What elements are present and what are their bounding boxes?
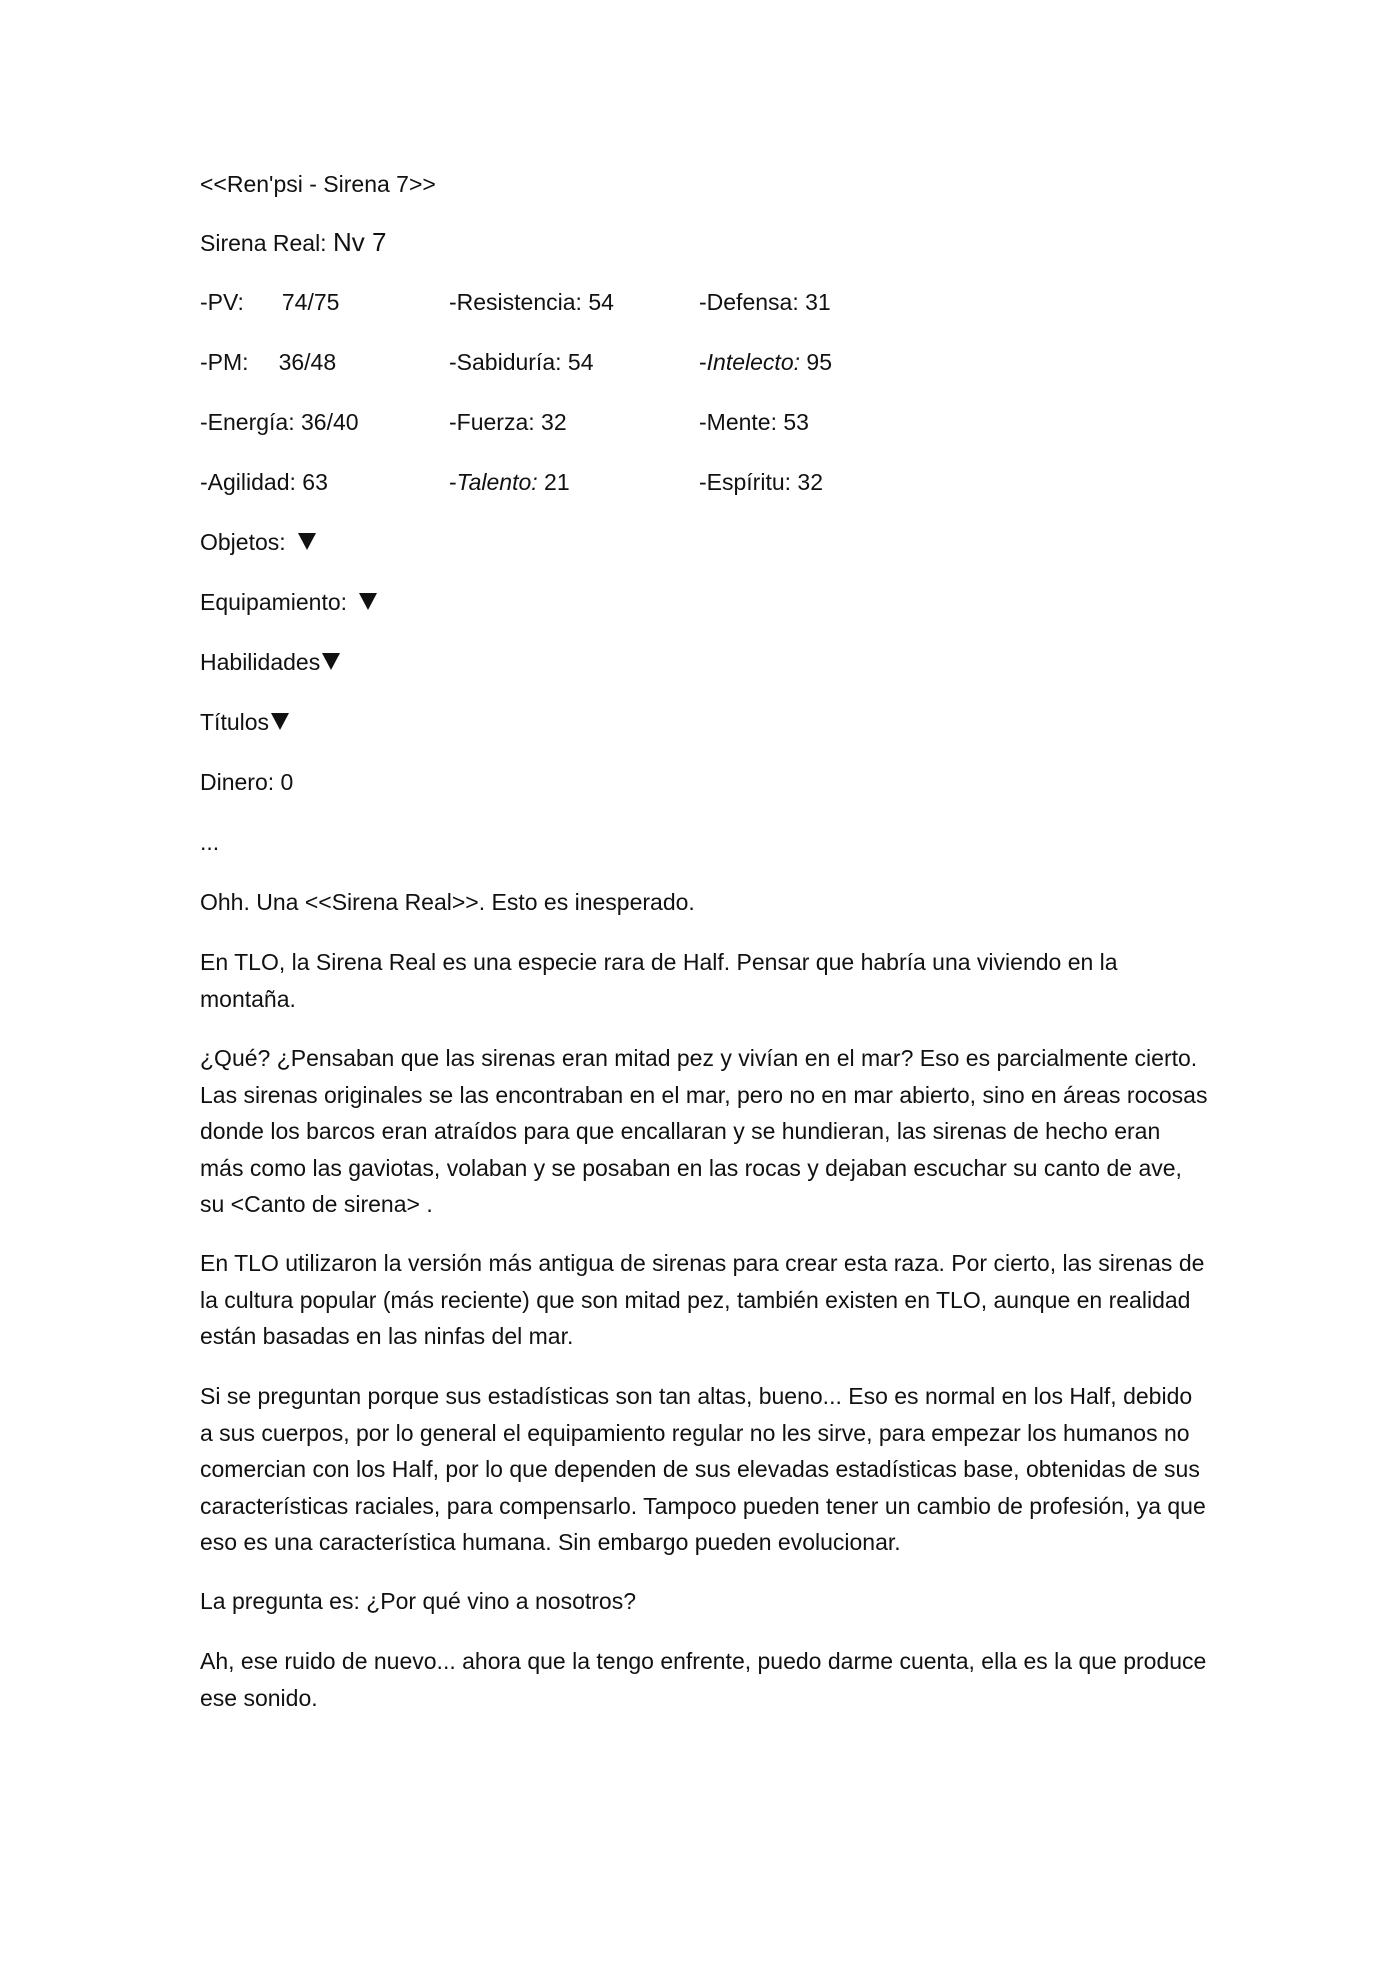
paragraph-6: La pregunta es: ¿Por qué vino a nosotros? bbox=[200, 1588, 637, 1614]
paragraph-7: Ah, ese ruido de nuevo... ahora que la tengo enfrente, puedo darme cuenta, ella es la que produce ese sonido. bbox=[200, 1648, 1207, 1711]
triangle-down-icon bbox=[359, 593, 377, 610]
menu-habilidades[interactable] bbox=[200, 644, 340, 680]
paragraph-5: Si se preguntan porque sus estadísticas son tan altas, bueno... Eso es normal en los Half, debido a sus cuerpos, por lo general el equipamiento regular no les sirve, para empezar los humanos no comercian con los Half, por lo que dependen de sus elevadas estadísticas base, obtenidas de sus características raciales, para compensarlo. Tampoco pueden tener un cambio de profesión, ya que eso es una característica humana. Sin embargo pueden evolucionar. bbox=[200, 1383, 1206, 1555]
stat-fuerza: -Fuerza: 32 bbox=[449, 409, 567, 435]
menu-equipamiento-label: Equipamiento: bbox=[200, 589, 348, 615]
class-level-line bbox=[200, 224, 386, 261]
stat-pv bbox=[200, 284, 339, 320]
class-label: Sirena Real: bbox=[200, 230, 333, 256]
dinero-line: Dinero: 0 bbox=[200, 769, 294, 795]
paragraph-2: En TLO, la Sirena Real es una especie rara de Half. Pensar que habría una viviendo en la montaña. bbox=[200, 949, 1118, 1012]
paragraph-4: En TLO utilizaron la versión más antigua de sirenas para crear esta raza. Por cierto, las sirenas de la cultura popular (más reciente) que son mitad pez, también existen en TLO, aunque en realidad están basadas en las ninfas del mar. bbox=[200, 1250, 1205, 1349]
stat-intelecto: -Intelecto: 95 bbox=[699, 349, 832, 375]
menu-titulos-label: Títulos bbox=[200, 709, 270, 735]
paragraph-1: Ohh. Una <<Sirena Real>>. Esto es inesperado. bbox=[200, 889, 695, 915]
paragraph-3: ¿Qué? ¿Pensaban que las sirenas eran mitad pez y vivían en el mar? Eso es parcialmente cierto. Las sirenas originales se las encontraban en el mar, pero no en mar abierto, sino en áreas rocosas donde los barcos eran atraídos para que encallaran y se hundieran, las sirenas de hecho eran más como las gaviotas, volaban y se posaban en las rocas y dejaban escuchar su canto de ave, su <Canto de sirena> . bbox=[200, 1045, 1208, 1217]
triangle-down-icon bbox=[298, 533, 316, 550]
stat-pv-label: -PV: bbox=[200, 289, 244, 315]
level-value: Nv 7 bbox=[332, 227, 387, 257]
triangle-down-icon bbox=[271, 713, 289, 730]
stat-pm-value: 36/48 bbox=[278, 349, 337, 375]
stat-sabiduria: -Sabiduría: 54 bbox=[449, 349, 594, 375]
menu-habilidades-label: Habilidades bbox=[200, 649, 321, 675]
stat-pm-label: -PM: bbox=[200, 349, 249, 375]
stat-pv-value: 74/75 bbox=[281, 289, 340, 315]
stat-talento-value: 21 bbox=[537, 469, 570, 495]
stat-energia: -Energía: 36/40 bbox=[200, 409, 359, 435]
menu-titulos[interactable] bbox=[200, 704, 289, 740]
stat-mente: -Mente: 53 bbox=[699, 409, 809, 435]
menu-equipamiento[interactable] bbox=[200, 584, 377, 620]
stat-espiritu: -Espíritu: 32 bbox=[699, 469, 823, 495]
stat-pm bbox=[200, 344, 336, 380]
stat-talento-label: Talento: bbox=[456, 469, 538, 495]
stat-talento: -Talento: 21 bbox=[449, 469, 570, 495]
stat-defensa: -Defensa: 31 bbox=[699, 289, 831, 315]
ellipsis-separator: ... bbox=[200, 829, 220, 855]
triangle-down-icon bbox=[322, 653, 340, 670]
stat-intelecto-value: 95 bbox=[800, 349, 832, 375]
stat-agilidad: -Agilidad: 63 bbox=[200, 469, 328, 495]
stat-resistencia: -Resistencia: 54 bbox=[449, 289, 614, 315]
menu-objetos-label: Objetos: bbox=[200, 529, 286, 555]
character-header: <<Ren'psi - Sirena 7>> bbox=[200, 171, 436, 197]
stat-intelecto-label: Intelecto: bbox=[706, 349, 801, 375]
menu-objetos[interactable] bbox=[200, 524, 316, 560]
